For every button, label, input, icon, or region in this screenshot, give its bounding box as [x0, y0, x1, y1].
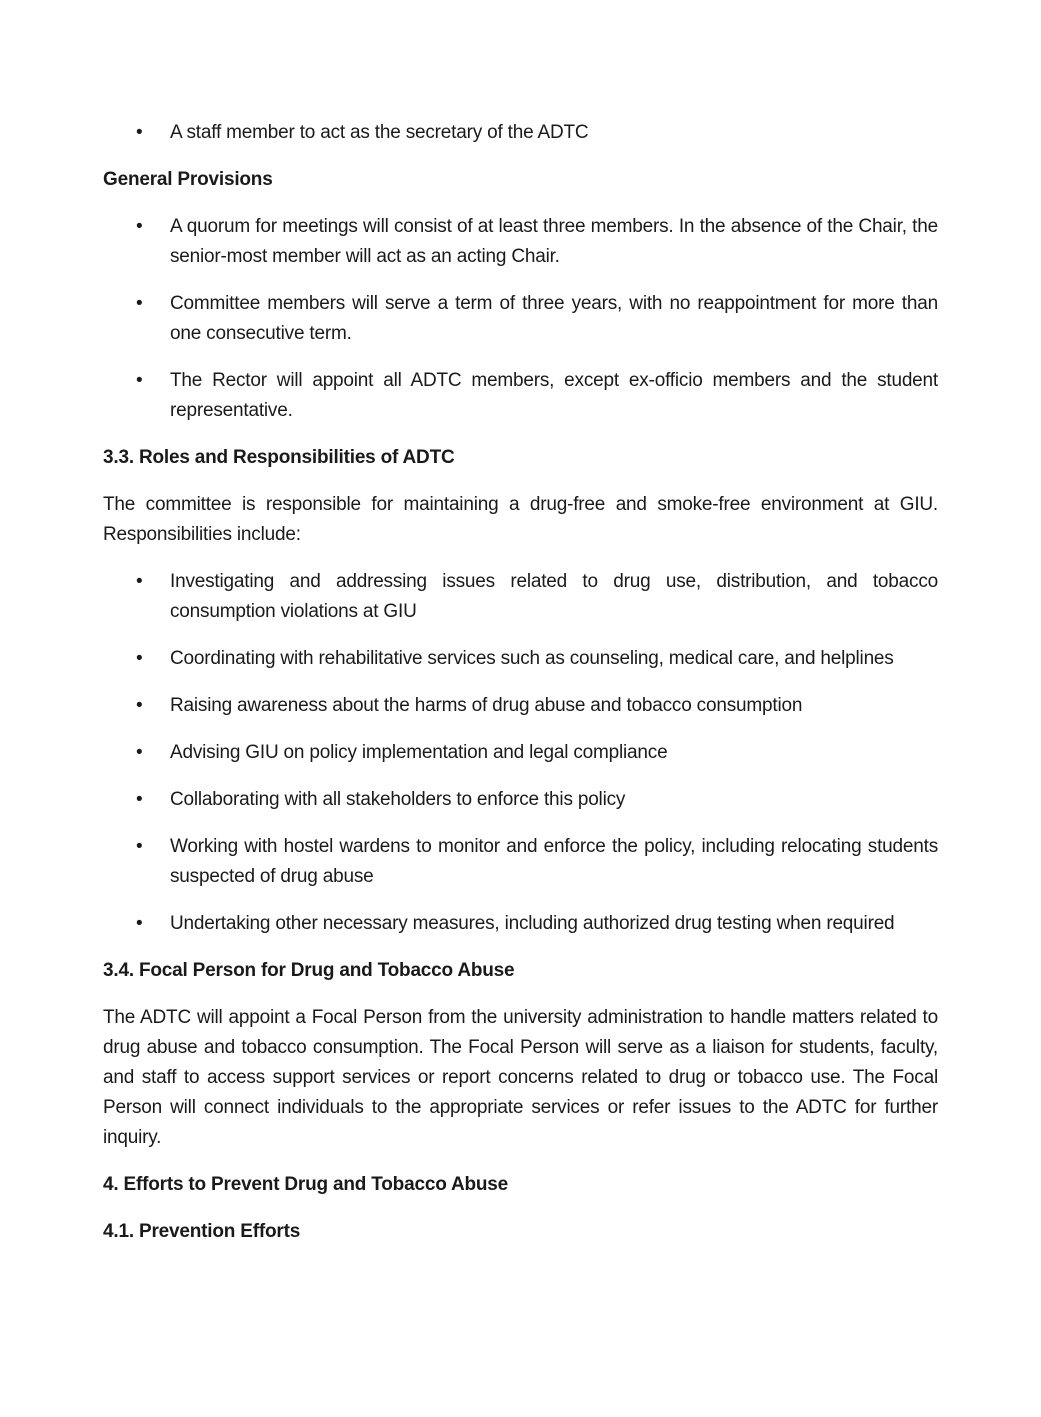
- list-item: [103, 691, 938, 721]
- list-item-text: Investigating and addressing issues related to drug use, distribution, and tobacco consumption violations at GIU: [170, 571, 938, 622]
- list-item: [103, 909, 938, 939]
- list-item-text: Committee members will serve a term of three years, with no reappointment for more than one consecutive term.: [170, 293, 938, 344]
- list-item-text: Raising awareness about the harms of drug abuse and tobacco consumption: [170, 695, 803, 716]
- list-item: [103, 118, 938, 148]
- section-heading-general-provisions: General Provisions: [103, 169, 273, 190]
- list-item-text: A staff member to act as the secretary of the ADTC: [170, 122, 589, 143]
- list-item: [103, 785, 938, 815]
- list-item-text: The Rector will appoint all ADTC members, except ex-officio members and the student representative.: [170, 370, 938, 421]
- section-heading-4-1: 4.1. Prevention Efforts: [103, 1221, 301, 1242]
- bullet-icon: •: [136, 836, 143, 857]
- bullet-icon: •: [136, 122, 143, 143]
- bullet-icon: •: [136, 648, 143, 669]
- list-item: [103, 832, 938, 892]
- list-item-text: A quorum for meetings will consist of at least three members. In the absence of the Chair, the senior-most member will act as an acting Chair.: [170, 216, 938, 267]
- bullet-icon: •: [136, 571, 143, 592]
- list-item-text: Coordinating with rehabilitative services such as counseling, medical care, and helplines: [170, 648, 894, 669]
- bullet-icon: •: [136, 293, 143, 314]
- bullet-icon: •: [136, 789, 143, 810]
- list-item-text: Collaborating with all stakeholders to enforce this policy: [170, 789, 626, 810]
- paragraph: The ADTC will appoint a Focal Person from the university administration to handle matters related to drug abuse and tobacco consumption. The Focal Person will serve as a liaison for students, faculty, and staff to access support services or report concerns related to drug or tobacco use. The Focal Person will connect individuals to the appropriate services or refer issues to the ADTC for further inquiry.: [103, 1007, 938, 1148]
- list-item-text: Working with hostel wardens to monitor and enforce the policy, including relocating students suspected of drug abuse: [170, 836, 938, 887]
- bullet-icon: •: [136, 913, 143, 934]
- paragraph: The committee is responsible for maintaining a drug-free and smoke-free environment at GIU. Responsibilities include:: [103, 494, 938, 545]
- list-item-text: Undertaking other necessary measures, including authorized drug testing when required: [170, 913, 895, 934]
- section-heading-3-3: 3.3. Roles and Responsibilities of ADTC: [103, 447, 455, 468]
- list-item: [103, 366, 938, 426]
- list-item: [103, 644, 938, 674]
- list-item-text: Advising GIU on policy implementation and legal compliance: [170, 742, 668, 763]
- bullet-icon: •: [136, 216, 143, 237]
- list-item: [103, 567, 938, 627]
- bullet-icon: •: [136, 742, 143, 763]
- list-item: [103, 738, 938, 768]
- list-item: [103, 289, 938, 349]
- section-heading-4: 4. Efforts to Prevent Drug and Tobacco Abuse: [103, 1174, 509, 1195]
- bullet-icon: •: [136, 370, 143, 391]
- bullet-icon: •: [136, 695, 143, 716]
- section-heading-3-4: 3.4. Focal Person for Drug and Tobacco Abuse: [103, 960, 515, 981]
- list-item: [103, 212, 938, 272]
